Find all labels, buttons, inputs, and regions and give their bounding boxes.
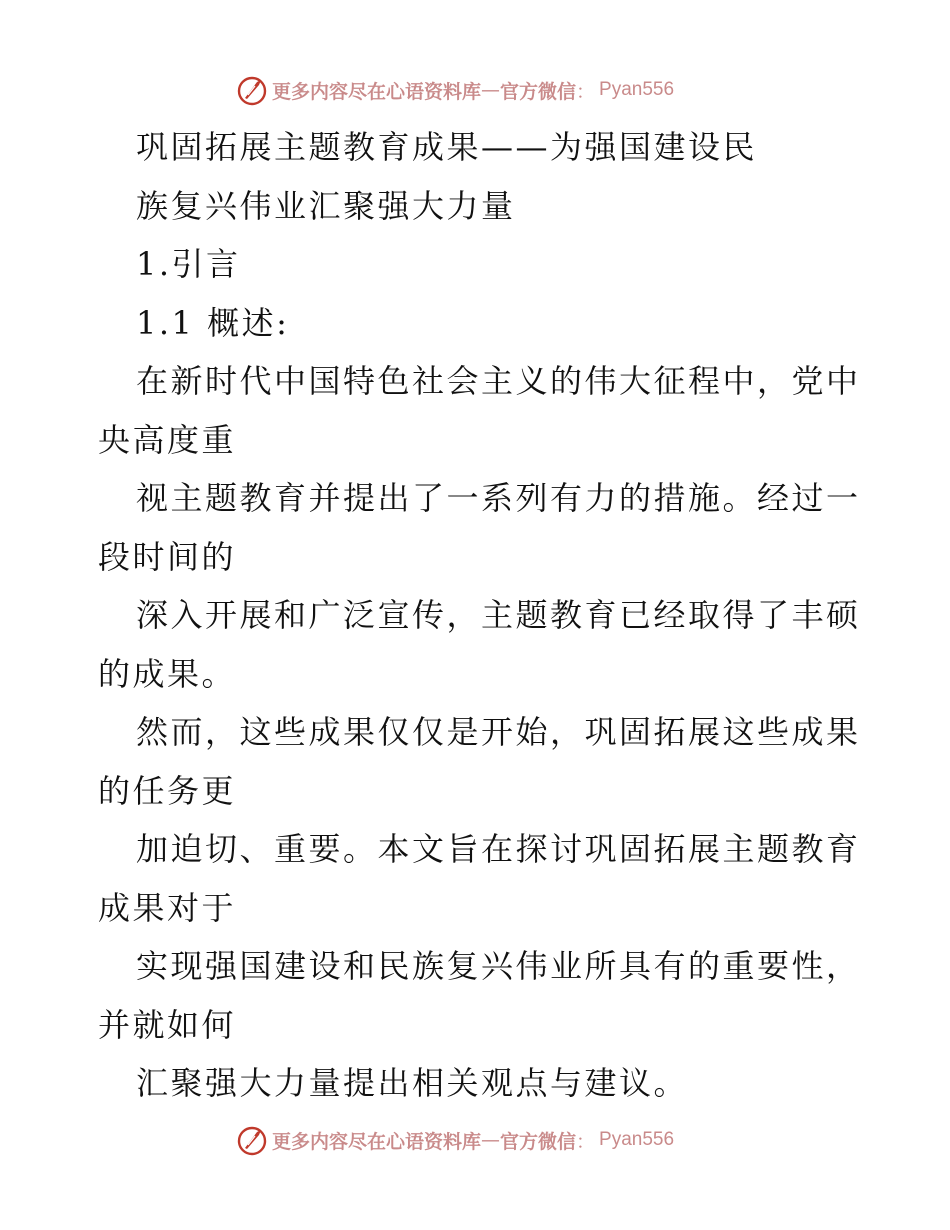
paragraph-line: 并就如何 [98,1005,237,1044]
paragraph-line: 成果对于 [98,888,237,927]
watermark-dash: — [481,79,501,101]
quill-logo-icon [236,74,268,106]
watermark-dash: — [481,1129,501,1151]
footer-watermark [236,1123,674,1157]
section-heading: 1.引言 [136,245,241,283]
document-title-line-1: 巩固拓展主题教育成果——为强国建设民 [136,128,758,166]
watermark-slogan: 更多内容尽在心语资料库 [272,80,482,103]
watermark-wechat-id: Pyan556 [599,1129,675,1150]
quill-logo-icon [236,1124,268,1156]
watermark-wechat-id: Pyan556 [599,79,675,100]
paragraph-line: 的任务更 [98,771,237,810]
paragraph-line: 然而，这些成果仅仅是开始，巩固拓展这些成果 [136,713,861,751]
paragraph-line: 段时间的 [98,537,237,576]
paragraph-line: 实现强国建设和民族复兴伟业所具有的重要性， [136,947,861,985]
watermark-slogan: 更多内容尽在心语资料库 [272,1130,482,1153]
paragraph-line: 视主题教育并提出了一系列有力的措施。经过一 [136,479,861,517]
subsection-heading: 1.1 概述: [136,303,290,342]
paragraph-line: 在新时代中国特色社会主义的伟大征程中，党中 [136,362,861,400]
watermark-wechat-label: 官方微信 [500,1130,577,1153]
document-body [98,118,861,1113]
paragraph-line: 汇聚强大力量提出相关观点与建议。 [136,1064,689,1102]
watermark-colon: ： [576,1130,596,1153]
paragraph-line: 加迫切、重要。本文旨在探讨巩固拓展主题教育 [136,830,861,868]
watermark-colon: ： [576,80,596,103]
paragraph-line: 央高度重 [98,420,237,459]
document-title-line-2: 族复兴伟业汇聚强大力量 [136,186,516,225]
paragraph-line: 的成果。 [98,654,237,693]
watermark-wechat-label: 官方微信 [500,80,577,103]
paragraph-line: 深入开展和广泛宣传，主题教育已经取得了丰硕 [136,596,861,634]
header-watermark [236,73,674,107]
